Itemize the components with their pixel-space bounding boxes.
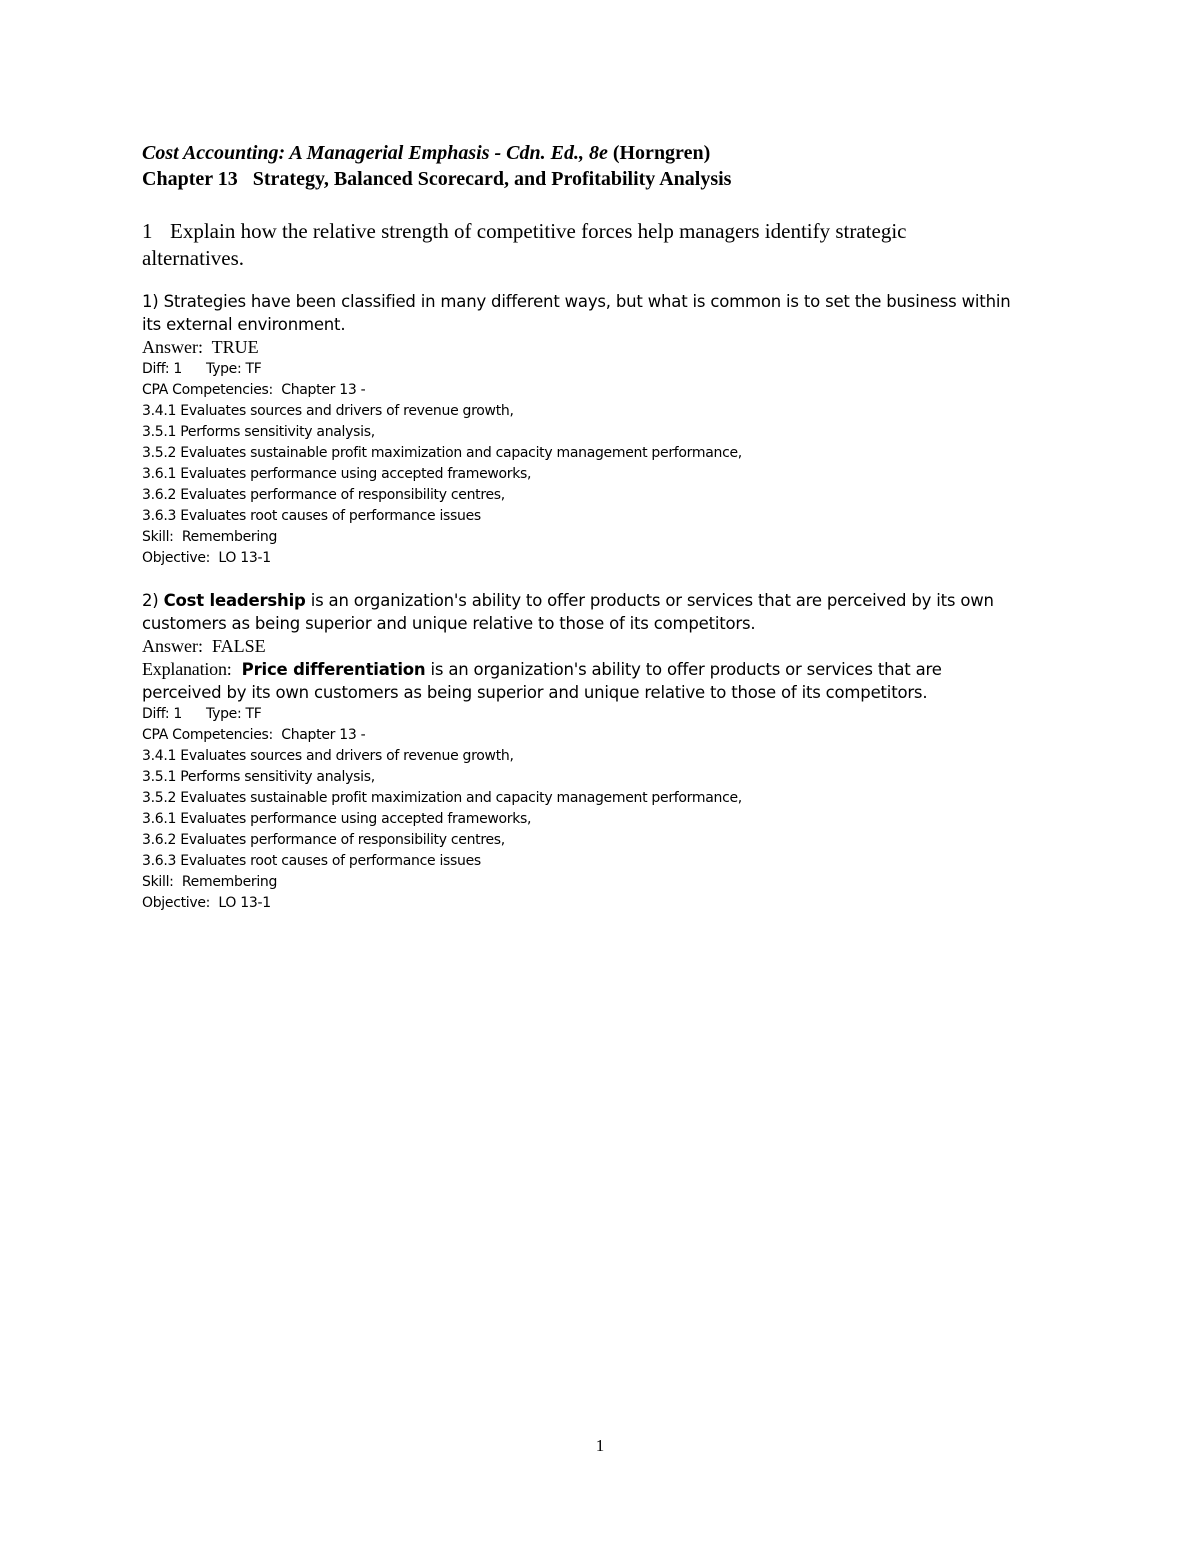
learning-objective-text-line1: Explain how the relative strength of competitive forces help managers identify strategic (170, 219, 907, 243)
explanation-line2: perceived by its own customers as being superior and unique relative to those of its competitors. (142, 683, 928, 702)
question-stem: 2) Cost leadership is an organization's ability to offer products or services that are perceived by its own (142, 591, 994, 610)
question-stem: 1) Strategies have been classified in many different ways, but what is common is to set the business within (142, 292, 1011, 311)
question-type: Type: TF (206, 706, 262, 722)
cpa-competencies-label: CPA Competencies: Chapter 13 - (142, 727, 366, 743)
competency-item: 3.5.1 Performs sensitivity analysis, (142, 769, 375, 785)
answer: Answer: FALSE (142, 636, 266, 656)
page-number: 1 (595, 1436, 605, 1455)
competency-item: 3.6.2 Evaluates performance of responsibility centres, (142, 832, 505, 848)
book-title-italic: Cost Accounting: A Managerial Emphasis - Cdn. Ed., 8e (142, 142, 608, 164)
competency-item: 3.4.1 Evaluates sources and drivers of revenue growth, (142, 403, 514, 419)
book-title (142, 140, 1072, 166)
competency-item: 3.5.1 Performs sensitivity analysis, (142, 424, 375, 440)
difficulty: Diff: 1 (142, 706, 183, 722)
question-type: Type: TF (206, 361, 262, 377)
learning-objective-number: 1 (142, 219, 153, 243)
competency-item: 3.6.1 Evaluates performance using accepted frameworks, (142, 466, 532, 482)
answer: Answer: TRUE (142, 337, 259, 357)
learning-objective-heading (142, 218, 1072, 272)
diff-type-line (142, 704, 1072, 725)
skill: Skill: Remembering (142, 529, 278, 545)
explanation-label: Explanation: (142, 659, 232, 679)
competency-item: 3.5.2 Evaluates sustainable profit maximization and capacity management performance, (142, 790, 742, 806)
competency-item: 3.6.3 Evaluates root causes of performance issues (142, 853, 481, 869)
question-stem-line2: customers as being superior and unique relative to those of its competitors. (142, 614, 756, 633)
objective: Objective: LO 13-1 (142, 895, 271, 911)
objective: Objective: LO 13-1 (142, 550, 271, 566)
question-1 (142, 290, 1072, 569)
competency-item: 3.6.3 Evaluates root causes of performance issues (142, 508, 481, 524)
key-term: Cost leadership (163, 591, 306, 610)
document-page (142, 140, 1072, 934)
chapter-title: Chapter 13 Strategy, Balanced Scorecard, and Profitability Analysis (142, 168, 732, 190)
competency-item: 3.6.1 Evaluates performance using accepted frameworks, (142, 811, 532, 827)
explanation: Explanation: Price differentiation is an organization's ability to offer products or services that are (142, 659, 942, 679)
difficulty: Diff: 1 (142, 361, 183, 377)
competency-item: 3.4.1 Evaluates sources and drivers of revenue growth, (142, 748, 514, 764)
key-term: Price differentiation (241, 660, 426, 679)
question-stem-line2: its external environment. (142, 315, 346, 334)
competency-item: 3.5.2 Evaluates sustainable profit maximization and capacity management performance, (142, 445, 742, 461)
diff-type-line (142, 359, 1072, 380)
book-title-author: (Horngren) (612, 142, 711, 164)
skill: Skill: Remembering (142, 874, 278, 890)
cpa-competencies-label: CPA Competencies: Chapter 13 - (142, 382, 366, 398)
learning-objective-text-line2: alternatives. (142, 246, 245, 270)
question-2 (142, 589, 1072, 914)
competency-item: 3.6.2 Evaluates performance of responsibility centres, (142, 487, 505, 503)
